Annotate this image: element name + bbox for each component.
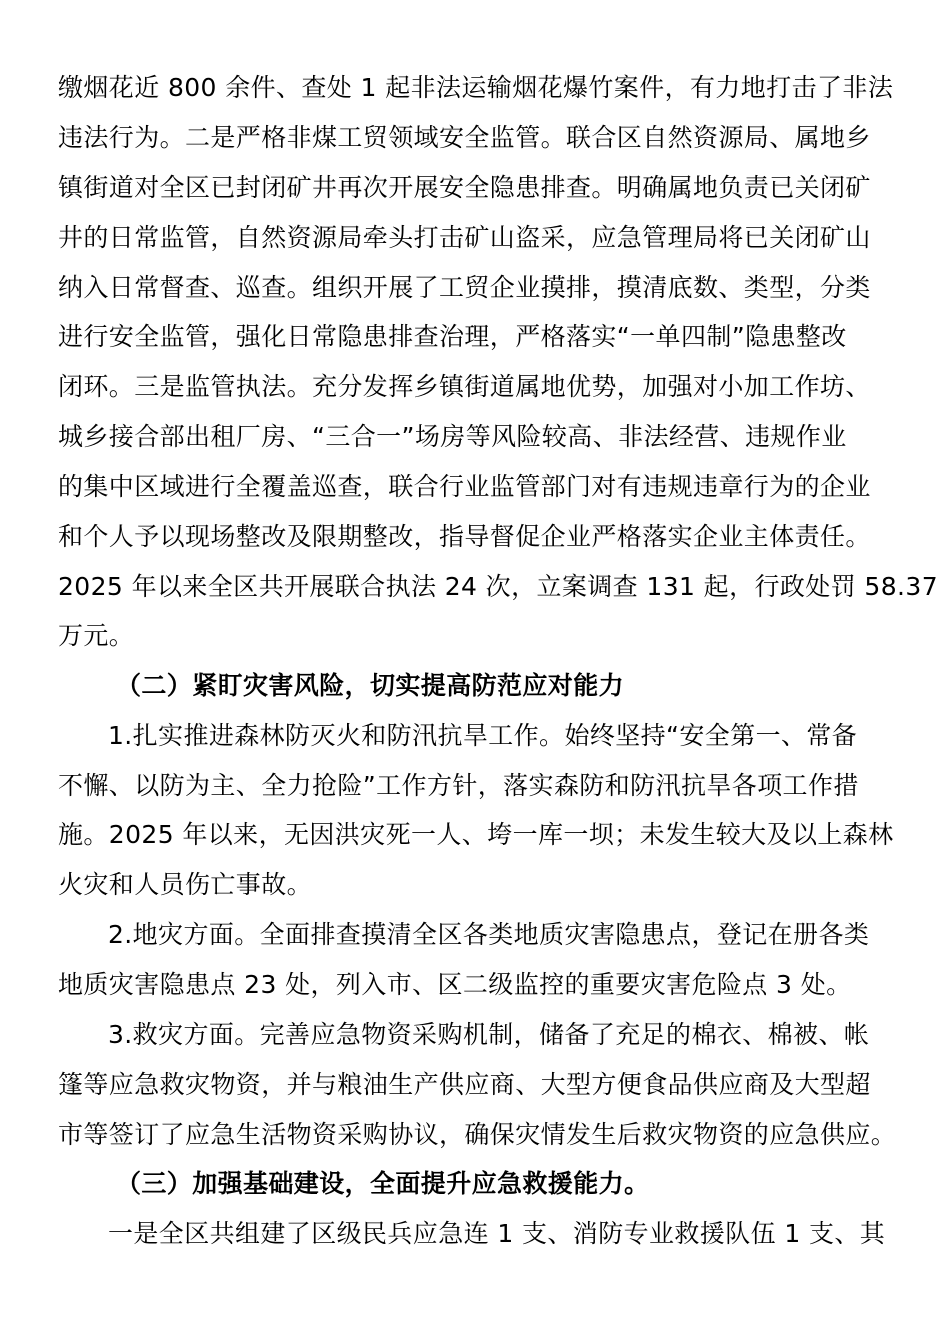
body-text-line: 万元。: [58, 621, 135, 650]
body-text-line: 一是全区共组建了区级民兵应急连 1 支、消防专业救援队伍 1 支、其: [108, 1219, 886, 1248]
section-heading-3: （三）加强基础建设，全面提升应急救援能力。: [116, 1169, 650, 1198]
body-text-line: 2025 年以来全区共开展联合执法 24 次，立案调查 131 起，行政处罚 58.37: [58, 572, 939, 601]
body-text-line: 市等签订了应急生活物资采购协议，确保灾情发生后救灾物资的应急供应。: [58, 1120, 897, 1149]
body-text-line: 违法行为。二是严格非煤工贸领域安全监管。联合区自然资源局、属地乡: [58, 123, 871, 152]
body-text-line: 缴烟花近 800 余件、查处 1 起非法运输烟花爆竹案件，有力地打击了非法: [58, 73, 894, 102]
body-text-line: 火灾和人员伤亡事故。: [58, 870, 313, 899]
body-text-line: 进行安全监管，强化日常隐患排查治理，严格落实“一单四制”隐患整改: [58, 322, 847, 351]
body-text-line: 不懈、以防为主、全力抢险”工作方针，落实森防和防汛抗旱各项工作措: [58, 771, 859, 800]
body-text-line: 地质灾害隐患点 23 处，列入市、区二级监控的重要灾害危险点 3 处。: [58, 970, 852, 999]
body-text-line: 闭环。三是监管执法。充分发挥乡镇街道属地优势，加强对小加工作坊、: [58, 372, 871, 401]
section-heading-2: （二）紧盯灾害风险，切实提高防范应对能力: [116, 671, 625, 700]
body-text-line: 3.救灾方面。完善应急物资采购机制，储备了充足的棉衣、棉被、帐: [108, 1020, 870, 1049]
body-text-line: 篷等应急救灾物资，并与粮油生产供应商、大型方便食品供应商及大型超: [58, 1070, 871, 1099]
body-text-line: 1.扎实推进森林防灭火和防汛抗旱工作。始终坚持“安全第一、常备: [108, 721, 858, 750]
body-text-line: 2.地灾方面。全面排查摸清全区各类地质灾害隐患点，登记在册各类: [108, 920, 870, 949]
body-text-line: 井的日常监管，自然资源局牵头打击矿山盗采，应急管理局将已关闭矿山: [58, 223, 871, 252]
body-text-line: 的集中区域进行全覆盖巡查，联合行业监管部门对有违规违章行为的企业: [58, 472, 871, 501]
body-text-line: 镇街道对全区已封闭矿井再次开展安全隐患排查。明确属地负责已关闭矿: [58, 173, 871, 202]
body-text-line: 纳入日常督查、巡查。组织开展了工贸企业摸排，摸清底数、类型，分类: [58, 273, 871, 302]
body-text-line: 施。2025 年以来，无因洪灾死一人、垮一库一坝；未发生较大及以上森林: [58, 820, 894, 849]
body-text-line: 城乡接合部出租厂房、“三合一”场房等风险较高、非法经营、违规作业: [58, 422, 847, 451]
body-text-line: 和个人予以现场整改及限期整改，指导督促企业严格落实企业主体责任。: [58, 522, 871, 551]
